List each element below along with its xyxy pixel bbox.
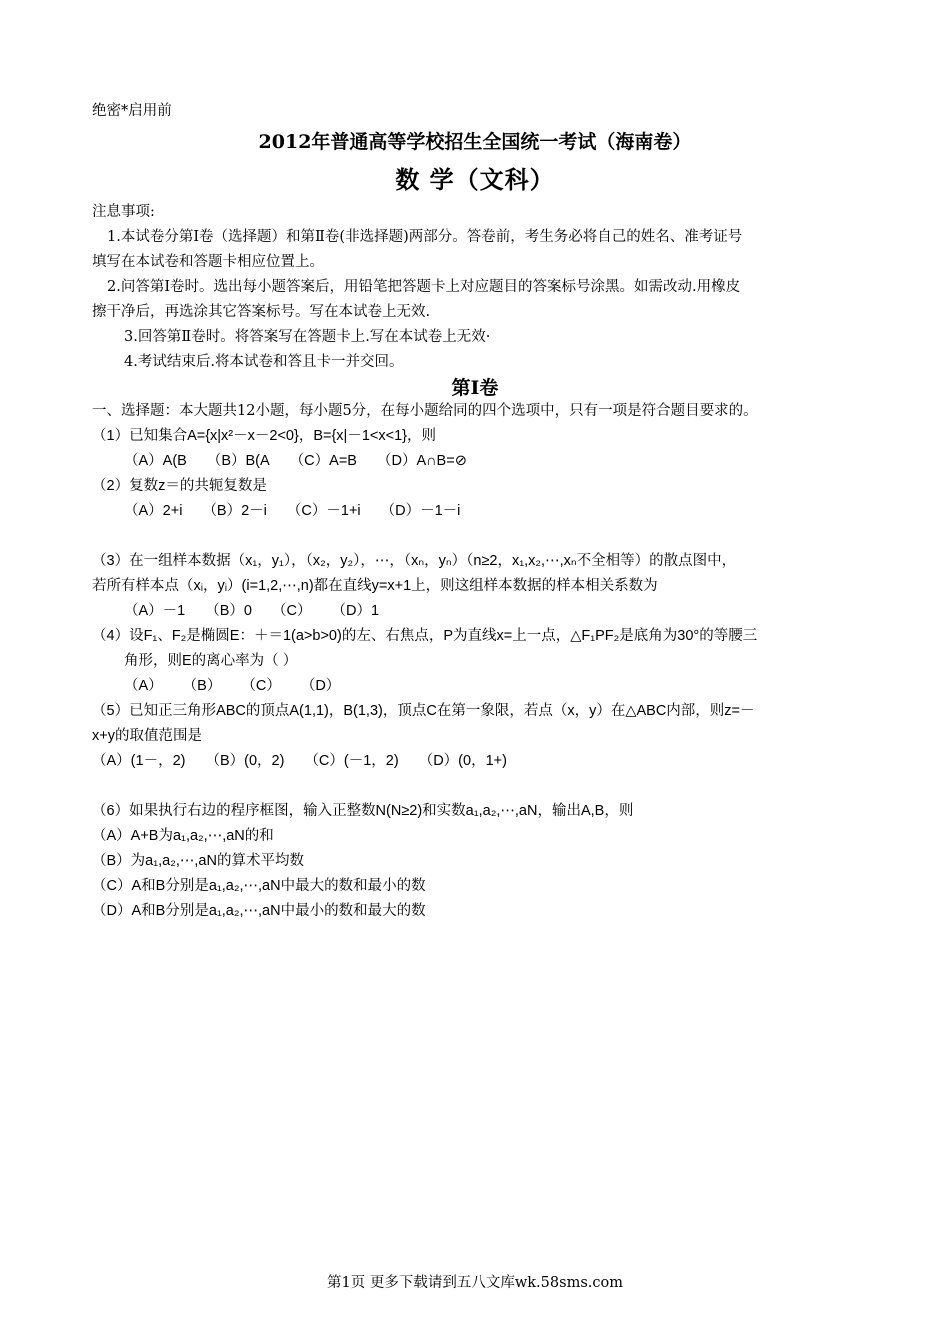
confidential-label: 绝密*启用前 bbox=[92, 103, 172, 119]
subject-title: 数 学（文科） bbox=[395, 165, 555, 194]
q3-options bbox=[124, 601, 399, 621]
notes-heading: 注息事项: bbox=[92, 204, 155, 220]
q3-option-d: （D）1 bbox=[331, 603, 380, 619]
q5-stem-line-2: x+y的取值范围是 bbox=[92, 728, 202, 744]
q4-option-c: （C） bbox=[241, 678, 281, 694]
q4-option-d: （D） bbox=[300, 678, 341, 694]
q5-option-d: （D）(0，1+) bbox=[418, 753, 507, 769]
q2-option-b: （B）2－i bbox=[202, 503, 267, 519]
note-line-3: 2.问答第Ⅰ卷时。选出每小题答案后，用铅笔把答题卡上对应题目的答案标号涂黑。如需改动.用橡皮 bbox=[107, 279, 741, 295]
page-footer: 第1页 更多下载请到五八文库wk.58sms.com bbox=[327, 1275, 623, 1291]
q4-option-a: （A） bbox=[124, 678, 163, 694]
part1-title: 第Ⅰ卷 bbox=[451, 377, 499, 399]
q6-option-b: （B）为a₁,a₂,⋯,aN的算术平均数 bbox=[92, 853, 304, 869]
section-intro: 一、选择题：本大题共12小题，每小题5分，在每小题给同的四个选项中，只有一项是符合题目要求的。 bbox=[92, 403, 758, 419]
q2-options bbox=[124, 501, 480, 521]
q5-option-a: （A）(1－，2) bbox=[92, 753, 186, 769]
q5-option-c: （C）(－1，2) bbox=[304, 753, 399, 769]
note-line-1: 1.本试卷分第Ⅰ卷（选择题）和第Ⅱ卷(非选择题)两部分。答卷前，考生务必将自己的姓名、准考证号 bbox=[107, 229, 743, 245]
q3-stem-line-2: 若所有样本点（xᵢ，yᵢ）(i=1,2,⋯,n)都在直线y=x+1上，则这组样本数据的样本相关系数为 bbox=[92, 578, 658, 594]
q3-option-c: （C） bbox=[272, 603, 312, 619]
q1-option-c: （C）A=B bbox=[289, 453, 357, 469]
note-line-4: 擦干净后，再选涂其它答案标号。写在本试卷上无效. bbox=[92, 304, 431, 320]
q4-stem-line-2: 角形，则E的离心率为（ ） bbox=[124, 653, 298, 669]
q1-stem: （1）已知集合A={x|x²－x－2<0}，B={x|－1<x<1}，则 bbox=[92, 428, 436, 444]
q2-stem: （2）复数z＝的共轭复数是 bbox=[92, 478, 267, 494]
q4-option-b: （B） bbox=[182, 678, 222, 694]
q4-stem-line-1: （4）设F₁、F₂是椭圆E：＋＝1(a>b>0)的左、右焦点，P为直线x=上一点，△F₁PF₂是底角为30°的等腰三 bbox=[92, 628, 758, 644]
q3-option-b: （B）0 bbox=[205, 603, 252, 619]
q2-option-a: （A）2+i bbox=[124, 503, 183, 519]
note-line-6: 4.考试结束后.将本试卷和答且卡一并交回。 bbox=[124, 354, 404, 370]
q1-option-a: （A）A(B bbox=[124, 453, 187, 469]
q5-options bbox=[92, 751, 527, 771]
q1-options bbox=[124, 451, 487, 471]
note-line-5: 3.回答第Ⅱ卷时。将答案写在答题卡上.写在本试卷上无效· bbox=[124, 329, 491, 345]
q5-option-b: （B）(0，2) bbox=[205, 753, 285, 769]
q6-stem: （6）如果执行右边的程序框图，输入正整数N(N≥2)和实数a₁,a₂,⋯,aN，输出A,B，则 bbox=[92, 803, 634, 819]
q6-option-a: （A）A+B为a₁,a₂,⋯,aN的和 bbox=[92, 828, 274, 844]
q2-option-c: （C）－1+i bbox=[286, 503, 361, 519]
q3-option-a: （A）－1 bbox=[124, 603, 186, 619]
q5-stem-line-1: （5）已知正三角形ABC的顶点A(1,1)，B(1,3)，顶点C在第一象限，若点（x，y）在△ABC内部，则z=－ bbox=[92, 703, 755, 719]
q1-option-d: （D）A∩B=⊘ bbox=[376, 453, 467, 469]
q1-option-b: （B）B(A bbox=[206, 453, 270, 469]
q2-option-d: （D）－1－i bbox=[380, 503, 461, 519]
q4-options bbox=[124, 676, 360, 696]
q3-stem-line-1: （3）在一组样本数据（x₁，y₁），（x₂，y₂），⋯，（xₙ，yₙ）（n≥2，x₁,x₂,⋯,xₙ不全相等）的散点图中， bbox=[92, 553, 737, 569]
q6-option-d: （D）A和B分别是a₁,a₂,⋯,aN中最小的数和最大的数 bbox=[92, 903, 426, 919]
q6-option-c: （C）A和B分别是a₁,a₂,⋯,aN中最大的数和最小的数 bbox=[92, 878, 426, 894]
note-line-2: 填写在本试卷和答题卡相应位置上。 bbox=[92, 254, 324, 270]
exam-title: 2012年普通高等学校招生全国统一考试（海南卷） bbox=[258, 131, 692, 153]
